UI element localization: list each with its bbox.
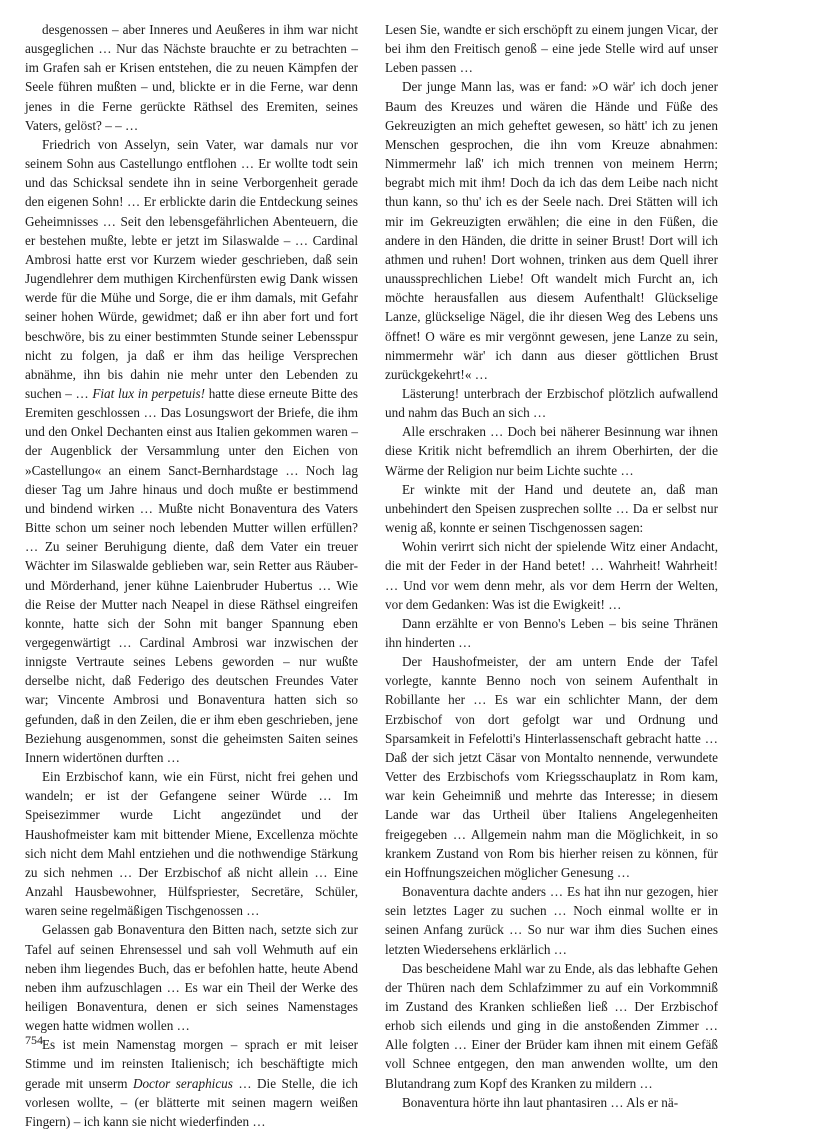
paragraph [385, 384, 718, 422]
text-run: Bonaventura dachte anders … Es hat ihn nur gezogen, hier sein letztes Lager zu suchen … Noch einmal wollte er in seinen Anfang zurück … So nur war ihm dies Suchen eines letzten Wiedersehens erklärlich … [385, 884, 718, 957]
text-run: Es ist mein Namenstag morgen – sprach er mit leiser Stimme und im reinsten Italienisch; ich beschäftigte mich gerade mit unserm [25, 1037, 358, 1091]
text-run: Dann erzählte er von Benno's Leben – bis seine Thränen ihn hinderten … [385, 615, 718, 650]
paragraph [385, 480, 718, 537]
paragraph [385, 422, 718, 479]
paragraph [385, 20, 718, 77]
text-run: Bonaventura hörte ihn laut phantasiren … Als er nä- [402, 1094, 679, 1110]
paragraph [25, 20, 358, 135]
paragraph [25, 1035, 358, 1131]
page-number: 754 [25, 1033, 43, 1047]
text-run: Das bescheidene Mahl war zu Ende, als das lebhafte Gehen der Thüren nach dem Schlafzimmer zu auf ein Vorkommniß im Zustand des Kranken schließen ließ … Der Erzbischof erhob sich eilends und ging in die anstoßenden Zimmer … Alle folgten … Einer der Brüder kam ihnen mit einem Gefäß voll Schnee entgegen, den man anwenden wollte, um den Blutandrang zum Kopf des Kranken zu mildern … [385, 960, 718, 1091]
paragraph [385, 77, 718, 384]
left-column [25, 20, 358, 1131]
text-run: Der junge Mann las, was er fand: »O wär' ich doch jener Baum des Kreuzes und wären die Hände und Füße des Gekreuzigten an mich geheftet gewesen, so hätt' ich zu jenen Menschen gesprochen, die ihn vom Kreuze abnahmen: Nimmermehr laß' ich mich trennen von meinem Herrn; begrabt mich mit ihm! Doch da ich das dem Leibe nach nicht thun kann, so thu' ich es der Seele nach. Drei Stätten will ich mir im Gekreuzigten erwählen; die eine in den Füßen, die andere in den Händen, die dritte in seiner Brust! Dort will ich athmen und ruhen! Dort wohnen, trinken aus dem Quell ihrer unaussprechlichen Liebe! Oft wandelt mich Furcht an, ich möchte herausfallen aus diesem Aufenthalt! Glückselige Lanze, glückselige Nägel, die ihr diesen Weg des Lebens uns öffnet! O wäre es mir vergönnt gewesen, jene Lanze zu sein, nimmermehr wär' ich dann aus dieser göttlichen Brust zurückgekehrt!« … [385, 79, 718, 382]
text-run: desgenossen – aber Inneres und Aeußeres in ihm war nicht ausgeglichen … Nur das Nächste brauchte er zu betrachten – im Grafen sah er Krisen entstehen, die zu neuen Kämpfen der Seele führen mußten – und, blickte er in die Ferne, war denn jenes in die Ferne gerückte Räthsel des Eremiten, seines Vaters, gelöst? – – … [25, 22, 358, 133]
text-run: Friedrich von Asselyn, sein Vater, war damals nur vor seinem Sohn aus Castellungo entflohen … Er wollte todt sein und das Schicksal sendete ihn in seine Verborgenheit gerade den eigenen Sohn! … Er erblickte darin die Entdeckung seines Geheimnisses … Seit den lebensgefährlichen Abenteuern, die er bestehen mußte, lebte er jetzt im Silaswalde – … Cardinal Ambrosi hatte erst vor Kurzem wieder geschrieben, daß sein Jugendlehrer dem muthigen Kirchenfürsten ewig Dank wissen werde für die Mühe und Sorge, die er ihm damals, mit Gefahr seiner hohen Würde, gewidmet; daß er ihn aber fort und fort beschwöre, bis zu einer bestimmten Stunde seiner Lebensspur nicht zu folgen, ja daß er ihm das heilige Versprechen abnähme, ihn bis dahin nie mehr unter den Lebenden zu suchen – … [25, 136, 358, 401]
paragraph [385, 537, 718, 614]
paragraph [385, 882, 718, 959]
text-run: Ein Erzbischof kann, wie ein Fürst, nicht frei gehen und wandeln; er ist der Gefangene seiner Würde … Im Speisezimmer wurde Licht angezündet und der Haushofmeister kam mit bittender Miene, Excellenza möchte sich nicht dem Mahl entziehen und die nothwendige Stärkung zu sich nehmen … Der Erzbischof aß nicht allein … Eine Anzahl Hausbewohner, Hülfspriester, Secretäre, Schüler, waren seine regelmäßigen Tischgenossen … [25, 769, 358, 919]
text-run: Alle erschraken … Doch bei näherer Besinnung war ihnen diese Kritik nicht befremdlich an ihrem Oberhirten, der die Wärme der Religion nur beim Lichte suchte … [385, 424, 718, 478]
text-run: Gelassen gab Bonaventura den Bitten nach, setzte sich zur Tafel auf seinen Ehrensessel und sah voll Wehmuth auf ein neben ihm liegendes Buch, das er befohlen hatte, heute Abend neben ihm aufzuschlagen … Es war ein Theil der Werke des heiligen Bonaventura, denen er sich seines Namenstages wegen hatte widmen wollen … [25, 922, 358, 1034]
right-column [385, 20, 718, 1112]
paragraph [385, 959, 718, 1093]
text-run: Er winkte mit der Hand und deutete an, daß man unbehindert den Speisen zusprechen sollte … Da er selbst nur wenig aß, konnte er seinen Tischgenossen sagen: [385, 481, 718, 536]
text-run: Der Haushofmeister, der am untern Ende der Tafel vorlegte, kannte Benno noch von seinem Aufenthalt in Robillante her … Es war ein schlichter Mann, der dem Erzbischof von dort gefolgt war und Ordnung und Sparsamkeit in Fefelotti's Hinterlassenschaft gebracht hatte … Daß der sich jetzt Cäsar von Montalto nennende, verwundete Vetter des Erzbischofs vom Kriegsschauplatz in Rom kam, war kein Geheimniß und mehrte das Interesse; in diesem Lande war das Urtheil über Italiens Angelegenheiten freigegeben … Allgemein nahm man die Möglichkeit, in so krankem Zustand von Rom bis hierher reisen zu können, für ein Hoffnungszeichen möglicher Genesung … [385, 654, 718, 880]
paragraph [385, 1093, 718, 1112]
paragraph [25, 920, 358, 1035]
paragraph [25, 135, 358, 767]
paragraph [25, 767, 358, 920]
text-run: hatte diese erneute Bitte des Eremiten geschlossen … Das Losungswort der Briefe, die ihm und den Onkel Dechanten einst aus Italien gekommen waren – der Augenblick der Versammlung unter den Eichen von »Castellungo« an einem Sanct-Bernhardstage … Noch lag dieser Tag um Jahre hinaus und doch mußte er bestimmend und bindend wirken … Mußte nicht Bonaventura des Vaters Bitte schon um seiner noch lebenden Mutter willen erfüllen? … Zu seiner Beruhigung diente, daß dem Vater ein treuer Wächter im Silaswalde geblieben war, sein Retter aus Räuber- und Mörderhand, jener kühne Laienbruder Hubertus … Wie die Reise der Mutter nach Neapel in diese Räthsel eingreifen konnte, hatte sich der Sohn mit banger Spannung eben vergegenwärtigt … Cardinal Ambrosi war inzwischen der innigste Vertraute seines Lebens geworden – nur wußte derselbe nicht, daß Federigo des deutschen Freundes Vater war; Vincente Ambrosi und Bonaventura hatten sich so gefunden, daß in den Zeilen, die er ihm eben geschrieben, jene Beziehung ausgenommen, sonst die geheimsten Saiten seines Innern widertönen durften … [25, 385, 358, 765]
text-run: Wohin verirrt sich nicht der spielende Witz einer Andacht, die mit der Feder in der Hand betet! … Wahrheit! Wahrheit! … Und vor wem denn mehr, als vor dem Herrn der Welten, vor dem Gedanken: Was ist die Ewigkeit! … [385, 539, 718, 612]
paragraph [385, 614, 718, 652]
text-run: Lästerung! unterbrach der Erzbischof plötzlich aufwallend und nahm das Buch an sich … [385, 385, 718, 421]
text-run: … Die Stelle, die ich vorlesen wollte, – (er blätterte mit seinen magern weißen Fingern) – ich kann sie nicht wiederfinden … [25, 1075, 358, 1129]
paragraph [385, 652, 718, 882]
italic-text: Doctor seraphicus [132, 1075, 233, 1091]
text-run: Lesen Sie, wandte er sich erschöpft zu einem jungen Vicar, der bei ihm den Freitisch genoß – eine jede Stelle wird auf unser Leben passen … [385, 22, 718, 76]
italic-text: Fiat lux in perpetuis! [92, 385, 206, 401]
